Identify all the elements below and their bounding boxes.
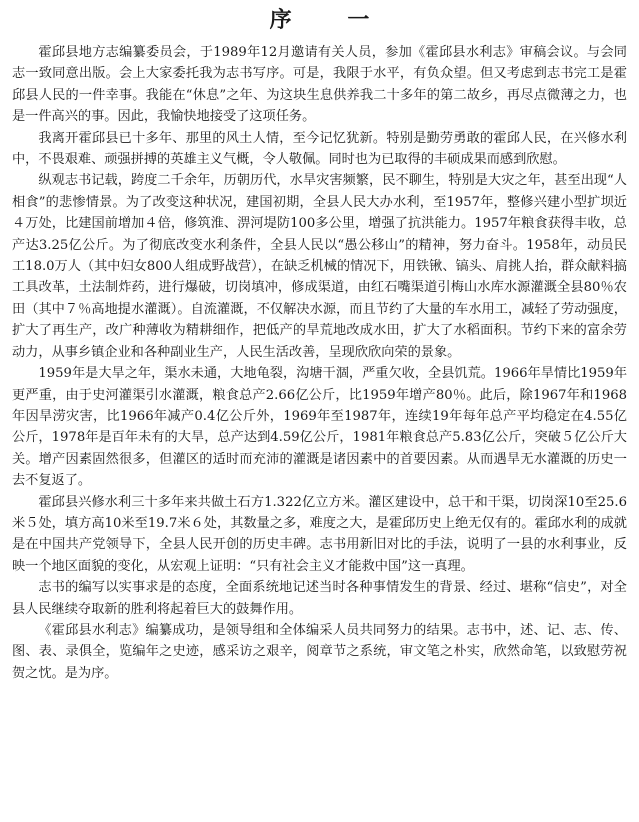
paragraph-2: 我离开霍邱县已十多年、那里的风土人情，至今记忆犹新。特别是勤劳勇敢的霍邱人民，在兴修水利中，不畏艰难、顽强拼搏的英雄主义气概，令人敬佩。同时也为已取得的丰硕成果而感到欣慰。 xyxy=(12,130,627,168)
paragraph-6: 志书的编写以实事求是的态度，全面系统地记述当时各种事情发生的背景、经过、堪称“信史”，对全县人民继续夺取新的胜利将起着巨大的鼓舞作用。 xyxy=(12,580,627,617)
paragraph-4: 1959年是大旱之年，渠水未通，大地龟裂，沟塘干涸，严重欠收，全县饥荒。1966年旱情比1959年更严重，由于史河灌渠引水灌溉，粮食总产2.66亿公斤，比1959年增产80％。此后，除1967年和1968年因旱涝灾害，比1966年减产0.4亿公斤外，1969年至1987年，连续19年每年总产平均稳定在4.55亿公斤，1978年是百年未有的大旱，总产达到4.59亿公斤，1981年粮食总产5.83亿公斤，突破５亿公斤大关。增产因素固然很多，但灌区的适时而充沛的灌溉是诸因素中的首要因素。从而遇旱无水灌溉的历史一去不复返了。 xyxy=(12,366,628,489)
page-title: 序 一 xyxy=(269,7,394,33)
paragraph-7: 《霍邱县水利志》编纂成功，是领导组和全体编采人员共同努力的结果。志书中，述、记、志、传、图、表、录俱全，览编年之史迹，感采访之艰辛，阅章节之系统，审文笔之朴实，欣然命笔，以致慰劳祝贺之忱。是为序。 xyxy=(12,622,627,681)
paragraph-5: 霍邱县兴修水利三十多年来共做土石方1.322亿立方米。灌区建设中，总干和干渠，切岗深10至25.6米５处，填方高10米至19.7米６处，其数量之多，难度之大，是霍邱历史上绝无仅有的。霍邱水利的成就是在中国共产党领导下，全县人民开创的历史丰碑。志书用新旧对比的手法，说明了一县的水利事业，反映一个地区面貌的变化，从宏观上证明：“只有社会主义才能救中国”这一真理。 xyxy=(12,494,627,574)
paragraph-1: 霍邱县地方志编纂委员会，于1989年12月邀请有关人员，参加《霍邱县水利志》审稿会议。与会同志一致同意出版。会上大家委托我为志书写序。可是，我限于水平，有负众望。但又考虑到志书完工是霍邱县人民的一件幸事。我能在“休息”之年、为这块生息供养我二十多年的第二故乡，再尽点微薄之力，也是一件高兴的事。因此，我愉快地接受了这项任务。 xyxy=(12,45,627,125)
paragraph-3: 纵观志书记载，跨度二千余年，历朝历代，水旱灾害频繁，民不聊生，特别是大灾之年，甚至出现“人相食”的悲惨情景。为了改变这种状况，建国初期，全县人民大办水利，至1957年，整修兴建小型扩坝近４万处，比建国前增加４倍，修筑淮、淠河堤防100多公里，增强了抗洪能力。1957年粮食获得丰收，总产达3.25亿公斤。为了彻底改变水利条件，全县人民以“愚公移山”的精神，努力奋斗。1958年，动员民工18.0万人（其中妇女800人组成野战营），在缺乏机械的情况下，用铁锹、镐头、肩挑人抬，群众献料搞工具改革，土法制炸药，进行爆破，切岗填冲，修成渠道，由红石嘴渠道引梅山水库水源灌溉全县80％农田（其中７％高地提水灌溉）。自流灌溉，不仅解决水源，而且节约了大量的车水用工，减轻了劳动强度，扩大了再生产，改广种薄收为精耕细作，把低产的旱荒地改成水田，扩大了水稻面积。节约下来的富余劳动力，从事乡镇企业和各种副业生产，人民生活改善，呈现欣欣向荣的景象。 xyxy=(12,173,627,360)
